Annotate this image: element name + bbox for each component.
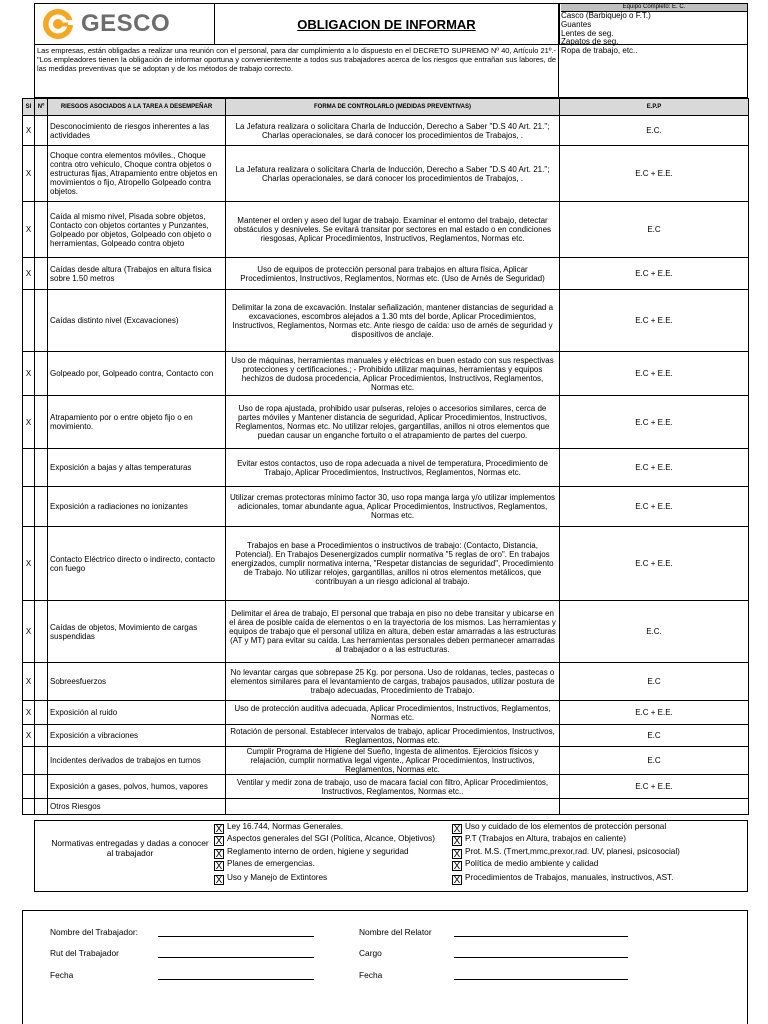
- risk-epp: E.C + E.E.: [560, 146, 749, 202]
- risk-description: Sobreesfuerzos: [48, 663, 226, 701]
- risk-table-body: [23, 116, 749, 815]
- normativa-item-label: Prot. M.S. (Tmert,mmc,prexor,rad. UV, planesi, psicosocial): [465, 847, 680, 856]
- risk-mark: X: [23, 725, 35, 747]
- header-control: FORMA DE CONTROLARLO (MEDIDAS PREVENTIVAS): [226, 99, 560, 116]
- risk-epp: E.C + E.E.: [560, 449, 749, 487]
- risk-description: Incidentes derivados de trabajos en turnos: [48, 747, 226, 775]
- risk-control: Cumplir Programa de Higiene del Sueño, Ingesta de alimentos. Ejercicios físicos y relajación, cumplir normativa legal vigente., Aplicar Procedimientos, Instructivos, Reglamentos, Normas etc.: [226, 747, 560, 775]
- date-left-line[interactable]: [158, 979, 314, 980]
- normativas-label: Normativas entregadas y dadas a conocer al trabajador: [51, 838, 209, 858]
- table-row: [23, 487, 749, 527]
- normativa-checkbox[interactable]: X: [453, 824, 461, 835]
- table-row: [23, 258, 749, 290]
- risk-number: [35, 449, 48, 487]
- normativa-checkbox[interactable]: X: [215, 875, 223, 886]
- risk-description: Caída al mismo nivel, Pisada sobre objetos, Contacto con objetos cortantes y Punzantes, Golpeado por objetos, Golpeado con objeto o herramientas, Golpeado contra objeto: [48, 202, 226, 258]
- risk-description: Exposición a gases, polvos, humos, vapores: [48, 775, 226, 799]
- risk-epp: E.C + E.E.: [560, 352, 749, 396]
- risk-mark: [23, 449, 35, 487]
- risk-control: Uso de protección auditiva adecuada, Aplicar Procedimientos, Instructivos, Reglamentos, Normas etc.: [226, 701, 560, 725]
- table-row: [23, 725, 749, 747]
- risk-mark: X: [23, 352, 35, 396]
- cargo-line[interactable]: [454, 957, 628, 958]
- normativa-item-label: Planes de emergencias.: [227, 859, 315, 868]
- table-row: [23, 146, 749, 202]
- risk-epp: E.C: [560, 202, 749, 258]
- risk-number: [35, 775, 48, 799]
- risk-description: Golpeado por, Golpeado contra, Contacto con: [48, 352, 226, 396]
- risk-mark: X: [23, 601, 35, 663]
- relator-name-label: Nombre del Relator: [359, 927, 432, 937]
- risk-number: [35, 527, 48, 601]
- date-right-line[interactable]: [454, 979, 628, 980]
- risk-epp: E.C + E.E.: [560, 396, 749, 449]
- normativa-checkbox[interactable]: X: [215, 849, 223, 860]
- table-header-row: [23, 99, 749, 116]
- worker-name-label: Nombre del Trabajador:: [50, 927, 138, 937]
- risk-epp: E.C: [560, 747, 749, 775]
- risk-number: [35, 352, 48, 396]
- risk-control: Trabajos en base a Procedimientos o instructivos de trabajo: (Contacto, Distancia, Potencial). En Trabajos Desenergizados cumplir normativa "5 reglas de oro". En trabajos energizados, cumplir normativa interna, "Respetar distancias de seguridad", Procedimiento de Trabajo. No utilizar relojes, gargantillas, anillos ni otros elementos metálicos, que contribuyan a un riesgo adicional al trabajo.: [226, 527, 560, 601]
- risk-epp: E.C: [560, 725, 749, 747]
- table-row: [23, 396, 749, 449]
- worker-rut-line[interactable]: [158, 957, 314, 958]
- header-si: SI: [23, 99, 35, 116]
- risk-table: [22, 98, 749, 815]
- table-row: [23, 799, 749, 815]
- risk-control: Uso de equipos de protección personal para trabajos en altura física, Aplicar Procedimientos, Instructivos, Reglamentos, Normas etc. (Uso de Arnés de Seguridad): [226, 258, 560, 290]
- risk-description: Caídas desde altura (Trabajos en altura física sobre 1.50 metros: [48, 258, 226, 290]
- normativa-item-label: Reglamento interno de orden, higiene y seguridad: [227, 847, 409, 856]
- risk-epp: E.C.: [560, 116, 749, 146]
- table-row: [23, 202, 749, 258]
- normativa-checkbox[interactable]: X: [215, 836, 223, 847]
- risk-number: [35, 701, 48, 725]
- normativa-item-label: Aspectos generales del SGI (Política, Alcance, Objetivos): [227, 834, 435, 843]
- risk-mark: [23, 747, 35, 775]
- risk-control: Uso de máquinas, herramientas manuales y eléctricas en buen estado con sus respectivas protecciones y certificaciones.; - Prohibido utilizar maquinas, herramientas y equipos hechizos de dudosa procedencia, Aplicar Procedimientos, Instructivos, Reglamentos, Normas etc.: [226, 352, 560, 396]
- cargo-label: Cargo: [359, 948, 382, 958]
- risk-mark: X: [23, 396, 35, 449]
- logo-area: [34, 3, 214, 45]
- risk-control: Mantener el orden y aseo del lugar de trabajo. Examinar el entorno del trabajo, detectar obstáculos y desniveles. Se evitará transitar por sectores en mal estado o en condiciones riesgosas, Aplicar Procedimientos, Instructivos, Reglamentos, Normas etc.: [226, 202, 560, 258]
- risk-mark: X: [23, 258, 35, 290]
- risk-number: [35, 290, 48, 352]
- header-epp: E.P.P: [560, 99, 749, 116]
- normativa-checkbox[interactable]: X: [453, 861, 461, 872]
- risk-number: [35, 725, 48, 747]
- normativa-checkbox[interactable]: X: [453, 849, 461, 860]
- table-row: [23, 449, 749, 487]
- table-row: [23, 527, 749, 601]
- equipment-title: Equipo Completo: E. C.: [561, 4, 747, 12]
- equipment-item: Ropa de trabajo, etc..: [561, 46, 638, 56]
- risk-number: [35, 146, 48, 202]
- intro-right-cell: [559, 45, 748, 98]
- risk-control: Rotación de personal. Establecer intervalos de trabajo, aplicar Procedimientos, Instructivos, Reglamentos, Normas etc.: [226, 725, 560, 747]
- normativa-item-label: Ley 16.744, Normas Generales.: [227, 822, 344, 831]
- risk-control: La Jefatura realizara o solicitara Charla de Inducción, Derecho a Saber "D.S 40 Art. 21."; Charlas operacionales, se dará conocer los procedimientos de Trabajos, .: [226, 116, 560, 146]
- risk-control: [226, 799, 560, 815]
- risk-mark: X: [23, 116, 35, 146]
- worker-rut-label: Rut del Trabajador: [50, 948, 119, 958]
- risk-description: Exposición a radiaciones no ionizantes: [48, 487, 226, 527]
- risk-mark: X: [23, 701, 35, 725]
- risk-number: [35, 747, 48, 775]
- logo-text: GESCO: [81, 10, 171, 37]
- risk-epp: E.C + E.E.: [560, 701, 749, 725]
- equipment-item: Lentes de seg.: [561, 28, 614, 38]
- table-row: [23, 663, 749, 701]
- worker-name-line[interactable]: [158, 936, 314, 937]
- risk-epp: E.C: [560, 663, 749, 701]
- normativa-checkbox[interactable]: X: [453, 836, 461, 847]
- table-row: [23, 775, 749, 799]
- table-row: [23, 290, 749, 352]
- risk-mark: X: [23, 663, 35, 701]
- risk-control: Ventilar y medir zona de trabajo, uso de macara facial con filtro, Aplicar Procedimientos, Instructivos, Reglamentos, Normas etc..: [226, 775, 560, 799]
- risk-number: [35, 663, 48, 701]
- risk-description: Atrapamiento por o entre objeto fijo o en movimiento.: [48, 396, 226, 449]
- risk-control: Uso de ropa ajustada, prohibido usar pulseras, relojes o accesorios similares, cerca de partes móviles y Mantener distancia de seguridad, Aplicar Procedimientos, Instructivos, Reglamentos, Normas etc. No utilizar relojes, gargantillas, anillos ni otros elementos que puedan causar un enganche fortuito o el atrapamiento de partes del cuerpo.: [226, 396, 560, 449]
- risk-control: Utilizar cremas protectoras mínimo factor 30, uso ropa manga larga y/o utilizar implementos adicionales, tomar abundante agua, Aplicar Procedimientos, Instructivos, Reglamentos, Normas etc.: [226, 487, 560, 527]
- risk-epp: E.C + E.E.: [560, 258, 749, 290]
- risk-epp: E.C + E.E.: [560, 775, 749, 799]
- risk-mark: [23, 799, 35, 815]
- relator-name-line[interactable]: [454, 936, 628, 937]
- risk-epp: E.C + E.E.: [560, 290, 749, 352]
- risk-mark: [23, 487, 35, 527]
- equipment-item: Casco (Barbiquejo o F.T.): [561, 11, 651, 20]
- gesco-logo-icon: [41, 7, 75, 41]
- equipment-panel: [559, 3, 748, 56]
- risk-number: [35, 601, 48, 663]
- risk-description: Exposición al ruido: [48, 701, 226, 725]
- equipment-item: Guantes: [561, 19, 592, 29]
- normativa-checkbox[interactable]: X: [453, 875, 461, 886]
- header-risk: RIESGOS ASOCIADOS A LA TAREA A DESEMPEÑAR: [48, 99, 226, 116]
- risk-mark: X: [23, 146, 35, 202]
- risk-epp: E.C.: [560, 601, 749, 663]
- table-row: [23, 116, 749, 146]
- risk-mark: X: [23, 527, 35, 601]
- risk-mark: X: [23, 202, 35, 258]
- normativa-item-label: P.T (Trabajos en Altura, trabajos en caliente): [465, 834, 626, 843]
- risk-description: Choque contra elementos móviles., Choque contra otro vehiculo, Choque contra objetos o estructuras fijas, Atrapamiento entre objetos en movimientos o fijo, Atropello Golpeado contra objetos.: [48, 146, 226, 202]
- normativa-item-label: Uso y cuidado de los elementos de protección personal: [465, 822, 667, 831]
- date-right-label: Fecha: [359, 970, 383, 980]
- document-title: OBLIGACION DE INFORMAR: [214, 3, 559, 45]
- risk-description: Exposición a vibraciones: [48, 725, 226, 747]
- risk-description: Exposición a bajas y altas temperaturas: [48, 449, 226, 487]
- risk-control: No levantar cargas que sobrepase 25 Kg. por persona. Uso de roldanas, tecles, pastecas o elementos similares para el levantamiento de cargas, trabajos pausados, utilizar postura de trabajo adecuadas, Procedimiento de Trabajo.: [226, 663, 560, 701]
- risk-number: [35, 202, 48, 258]
- date-left-label: Fecha: [50, 970, 74, 980]
- normativa-item-label: Procedimientos de Trabajos, manuales, instructivos, AST.: [465, 873, 674, 882]
- risk-number: [35, 396, 48, 449]
- normativa-item-label: Política de medio ambiente y calidad: [465, 859, 599, 868]
- normativa-checkbox[interactable]: X: [215, 861, 223, 872]
- risk-description: Caídas distinto nivel (Excavaciones): [48, 290, 226, 352]
- equipment-item: Zapatos de seg.: [561, 37, 619, 47]
- risk-epp: E.C + E.E.: [560, 527, 749, 601]
- risk-description: Contacto Eléctrico directo o indirecto, contacto con fuego: [48, 527, 226, 601]
- normativa-checkbox[interactable]: X: [215, 824, 223, 835]
- header-no: Nº: [35, 99, 48, 116]
- risk-control: Evitar estos contactos, uso de ropa adecuada a nivel de temperatura, Procedimiento de Trabajo, Aplicar Procedimientos, Instructivos, Reglamentos, Normas etc.: [226, 449, 560, 487]
- table-row: [23, 352, 749, 396]
- risk-control: La Jefatura realizara o solicitara Charla de Inducción, Derecho a Saber "D.S 40 Art. 21."; Charlas operacionales, se dará conocer los procedimientos de Trabajos, .: [226, 146, 560, 202]
- risk-number: [35, 258, 48, 290]
- risk-description: Caídas de objetos, Movimiento de cargas suspendidas: [48, 601, 226, 663]
- risk-mark: [23, 775, 35, 799]
- risk-description: Desconocimiento de riesgos inherentes a las actividades: [48, 116, 226, 146]
- risk-number: [35, 487, 48, 527]
- table-row: [23, 747, 749, 775]
- risk-mark: [23, 290, 35, 352]
- risk-epp: [560, 799, 749, 815]
- risk-description: Otros Riesgos: [48, 799, 226, 815]
- risk-number: [35, 116, 48, 146]
- intro-paragraph: Las empresas, están obligadas a realizar una reunión con el personal, para dar cumplimiento a lo dispuesto en el DECRETO SUPREMO Nº 40, Artículo 21º.-"Los empleadores tienen la obligación de informar oportuna y convenientemente a todos sus trabajadores acerca de los riesgos que entrañan sus labores, de las medidas preventivas que se adoptan y de los métodos de trabajo correcto.: [34, 45, 559, 98]
- risk-number: [35, 799, 48, 815]
- risk-control: Delimitar la zona de excavación. Instalar señalización, mantener distancias de seguridad a excavaciones, escombros alejados a 1.30 mts del borde, Aplicar Procedimientos, Instructivos, Reglamentos, Normas etc. Ante riesgo de caída: uso de arnés de seguridad y dispositivos de anclaje.: [226, 290, 560, 352]
- table-row: [23, 601, 749, 663]
- risk-epp: E.C + E.E.: [560, 487, 749, 527]
- table-row: [23, 701, 749, 725]
- normativa-item-label: Uso y Manejo de Extintores: [227, 873, 328, 882]
- risk-control: Delimitar el área de trabajo, El personal que trabaja en piso no debe transitar y ubicarse en el área de posible caída de elementos o en la trayectoria de los mismos. Las herramientas y equipos de trabajo que el personal utiliza en altura, deben estar amarradas a las estructuras (AT y MT) para evitar su caída. Las herramientas personales deben permanecer amarradas al trabajador o a las estructuras.: [226, 601, 560, 663]
